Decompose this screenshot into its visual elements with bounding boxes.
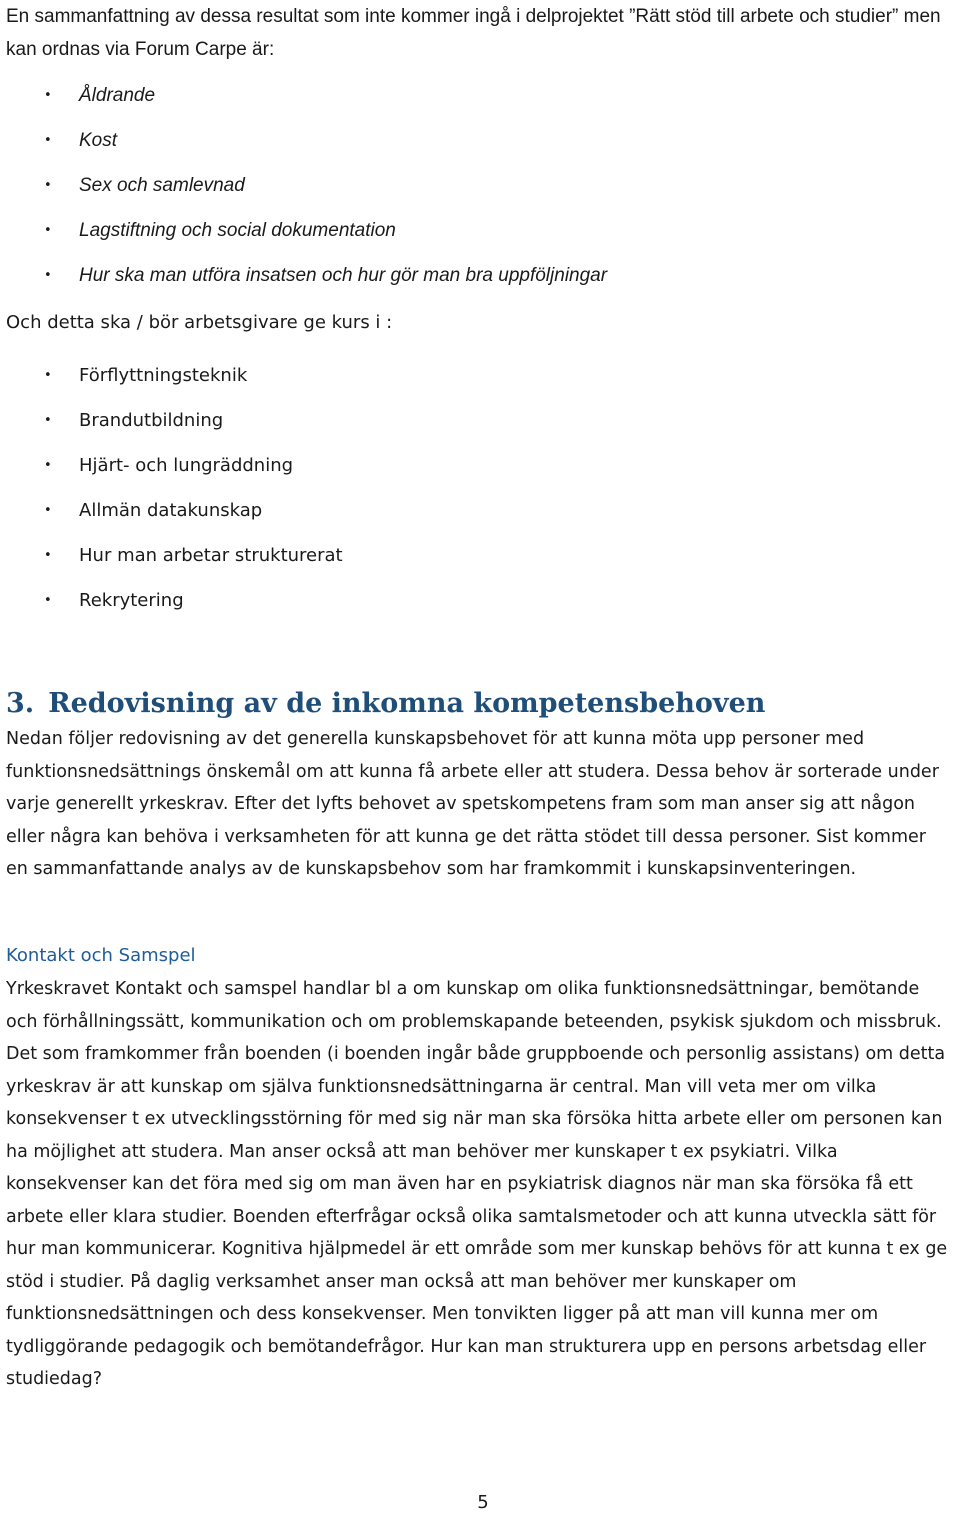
list-item-label: Rekrytering xyxy=(79,590,184,611)
bullet-icon: • xyxy=(44,268,52,283)
page-number: 5 xyxy=(477,1492,489,1513)
list-item-label: Åldrande xyxy=(79,85,156,106)
list-item xyxy=(0,586,343,631)
subsection-heading: Kontakt och Samspel xyxy=(6,945,196,966)
list-item xyxy=(0,171,607,216)
section-number: 3. xyxy=(6,688,35,719)
list-item-label: Förflyttningsteknik xyxy=(79,365,248,386)
list-item-label: Allmän datakunskap xyxy=(79,500,263,521)
list-item xyxy=(0,451,343,496)
list-item-label: Sex och samlevnad xyxy=(79,175,245,196)
section-title: Redovisning av de inkomna kompetensbehoven xyxy=(48,688,766,719)
list-item xyxy=(0,261,607,306)
course-list xyxy=(0,361,343,631)
section-paragraph: Nedan följer redovisning av det generella kunskapsbehovet för att kunna möta upp personer med funktionsnedsättnings önskemål om att kunna få arbete eller att studera. Dessa behov är sorterade under varje generellt yrkeskrav. Efter det lyfts behovet av spetskompetens fram som man anser sig att någon eller några kan behöva i verksamheten för att kunna ge det rätta stödet till dessa personer. Sist kommer en sammanfattande analys av de kunskapsbehov som har framkommit i kunskapsinventeringen. xyxy=(6,729,939,879)
list-item xyxy=(0,406,343,451)
bullet-icon: • xyxy=(44,368,52,383)
bullet-icon: • xyxy=(44,458,52,473)
bullet-icon: • xyxy=(44,548,52,563)
list-item xyxy=(0,81,607,126)
list-item-label: Brandutbildning xyxy=(79,410,224,431)
list-item-label: Lagstiftning och social dokumentation xyxy=(79,220,396,241)
bullet-icon: • xyxy=(44,88,52,103)
list-item xyxy=(0,216,607,261)
list-item-label: Hur man arbetar strukturerat xyxy=(79,545,343,566)
bullet-icon: • xyxy=(44,593,52,608)
bullet-icon: • xyxy=(44,133,52,148)
list-item-label: Hjärt- och lungräddning xyxy=(79,455,294,476)
list-item xyxy=(0,541,343,586)
course-list-lead: Och detta ska / bör arbetsgivare ge kurs i : xyxy=(6,312,393,333)
bullet-icon: • xyxy=(44,413,52,428)
bullet-icon: • xyxy=(44,223,52,238)
intro-paragraph: En sammanfattning av dessa resultat som inte kommer ingå i delprojektet ”Rätt stöd till arbete och studier” men kan ordnas via Forum Carpe är: xyxy=(6,6,941,60)
bullet-icon: • xyxy=(44,503,52,518)
topic-list xyxy=(0,81,607,306)
list-item xyxy=(0,126,607,171)
section-heading xyxy=(6,684,765,724)
list-item xyxy=(0,361,343,406)
bullet-icon: • xyxy=(44,178,52,193)
list-item-label: Hur ska man utföra insatsen och hur gör man bra uppföljningar xyxy=(79,265,608,286)
subsection-paragraph: Yrkeskravet Kontakt och samspel handlar bl a om kunskap om olika funktionsnedsättningar, bemötande och förhållningssätt, kommunikation och om problemskapande beteenden, psykisk sjukdom och missbruk. Det som framkommer från boenden (i boenden ingår både gruppboende och personlig assistans) om detta yrkeskrav är att kunskap om själva funktionsnedsättningarna är central. Man vill veta mer om vilka konsekvenser t ex utvecklingsstörning för med sig när man ska försöka hitta arbete eller om personen kan ha möjlighet att studera. Man anser också att man behöver mer kunskaper t ex psykiatri. Vilka konsekvenser kan det föra med sig om man även har en psykiatrisk diagnos när man ska försöka få ett arbete eller klara studier. Boenden efterfrågar också olika samtalsmetoder och att kunna utveckla sätt för hur man kommunicerar. Kognitiva hjälpmedel är ett område som mer kunskap behövs för att kunna t ex ge stöd i studier. På daglig verksamhet anser man också att man behöver mer kunskaper om funktionsnedsättningen och dess konsekvenser. Men tonvikten ligger på att man vill kunna mer om tydliggörande pedagogik och bemötandefrågor. Hur kan man strukturera upp en persons arbetsdag eller studiedag? xyxy=(6,979,948,1389)
list-item-label: Kost xyxy=(79,130,118,151)
list-item xyxy=(0,496,343,541)
